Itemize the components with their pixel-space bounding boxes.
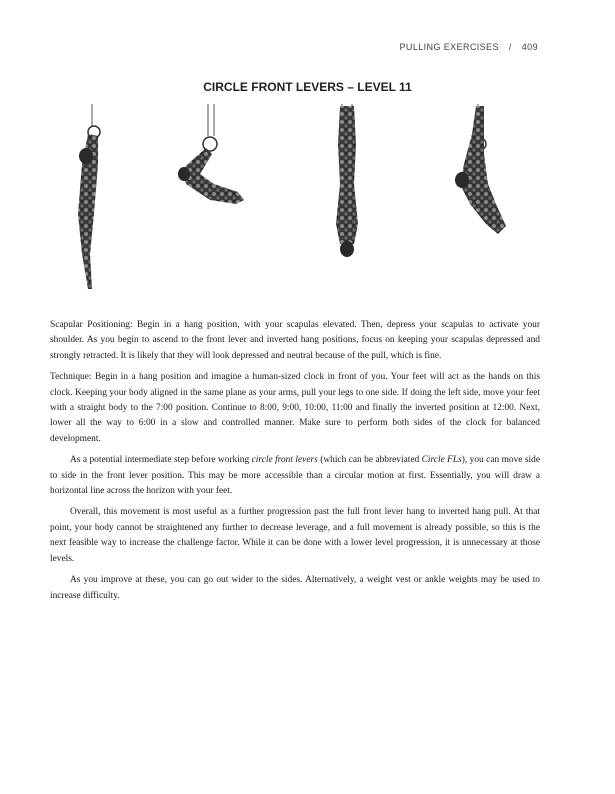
paragraph-improvement: As you improve at these, you can go out wider to the sides. Alternatively, a weight vest or ankle weights may be used to increase difficulty.	[50, 575, 540, 601]
header-separator: /	[508, 42, 512, 52]
athlete-hang-figure	[78, 104, 100, 289]
p3-text-e: ), you can move side to side in the front lever position. This may be more accessible than a circular motion at first. Essentially, you will draw a horizontal line across the horizon with your feet.	[50, 455, 541, 497]
body-text	[50, 318, 540, 610]
exercise-photo-sequence	[60, 104, 560, 309]
paragraph-technique: Technique: Begin in a hang position and imagine a human-sized clock in front of you. Your feet will act as the hands on this clock. Keeping your body aligned in the same plane as your arms, pull your legs to one side. If doing the left side, move your feet with a straight body to the 7:00 position. Continue to 8:00, 9:00, 10:00, 11:00 and finally the inverted position at 12:00. Next, lower all the way to 6:00 in a slow and controlled manner. Make sure to perform both sides of the clock for balanced development.	[50, 372, 540, 444]
athlete-inverted-hang-figure	[336, 104, 358, 257]
section-name: PULLING EXERCISES	[399, 42, 499, 52]
athlete-front-lever-figure	[178, 104, 244, 204]
page-title: CIRCLE FRONT LEVERS – LEVEL 11	[203, 80, 412, 94]
p3-term-circle-front-levers: circle front levers	[251, 455, 318, 466]
p3-term-circle-fls: Circle FLs	[421, 455, 462, 466]
p3-text-a: As a potential intermediate step before working	[70, 455, 252, 466]
p3-text-c: (which can be abbreviated	[317, 455, 422, 466]
page-number: 409	[521, 42, 538, 52]
paragraph-scapular-positioning: Scapular Positioning: Begin in a hang position, with your scapulas elevated. Then, depress your scapulas to activate your shoulder. As you begin to ascend to the front lever and inverted hang positions, focus on keeping your scapulas depressed and strongly retracted. It is likely that they will look depressed and neutral because of the pull, which is fine.	[50, 320, 540, 361]
paragraph-intermediate-step	[50, 453, 540, 499]
paragraph-overall: Overall, this movement is most useful as a further progression past the full front lever hang to inverted hang pull. At that point, your body cannot be straightened any further to decrease leverage, and a full movement is already possible, so this is the next feasible way to increase the challenge factor. While it can be done with a lower level progression, it is unnecessary at those levels.	[50, 507, 540, 564]
running-header	[400, 42, 538, 52]
athlete-side-circle-figure	[455, 104, 506, 234]
